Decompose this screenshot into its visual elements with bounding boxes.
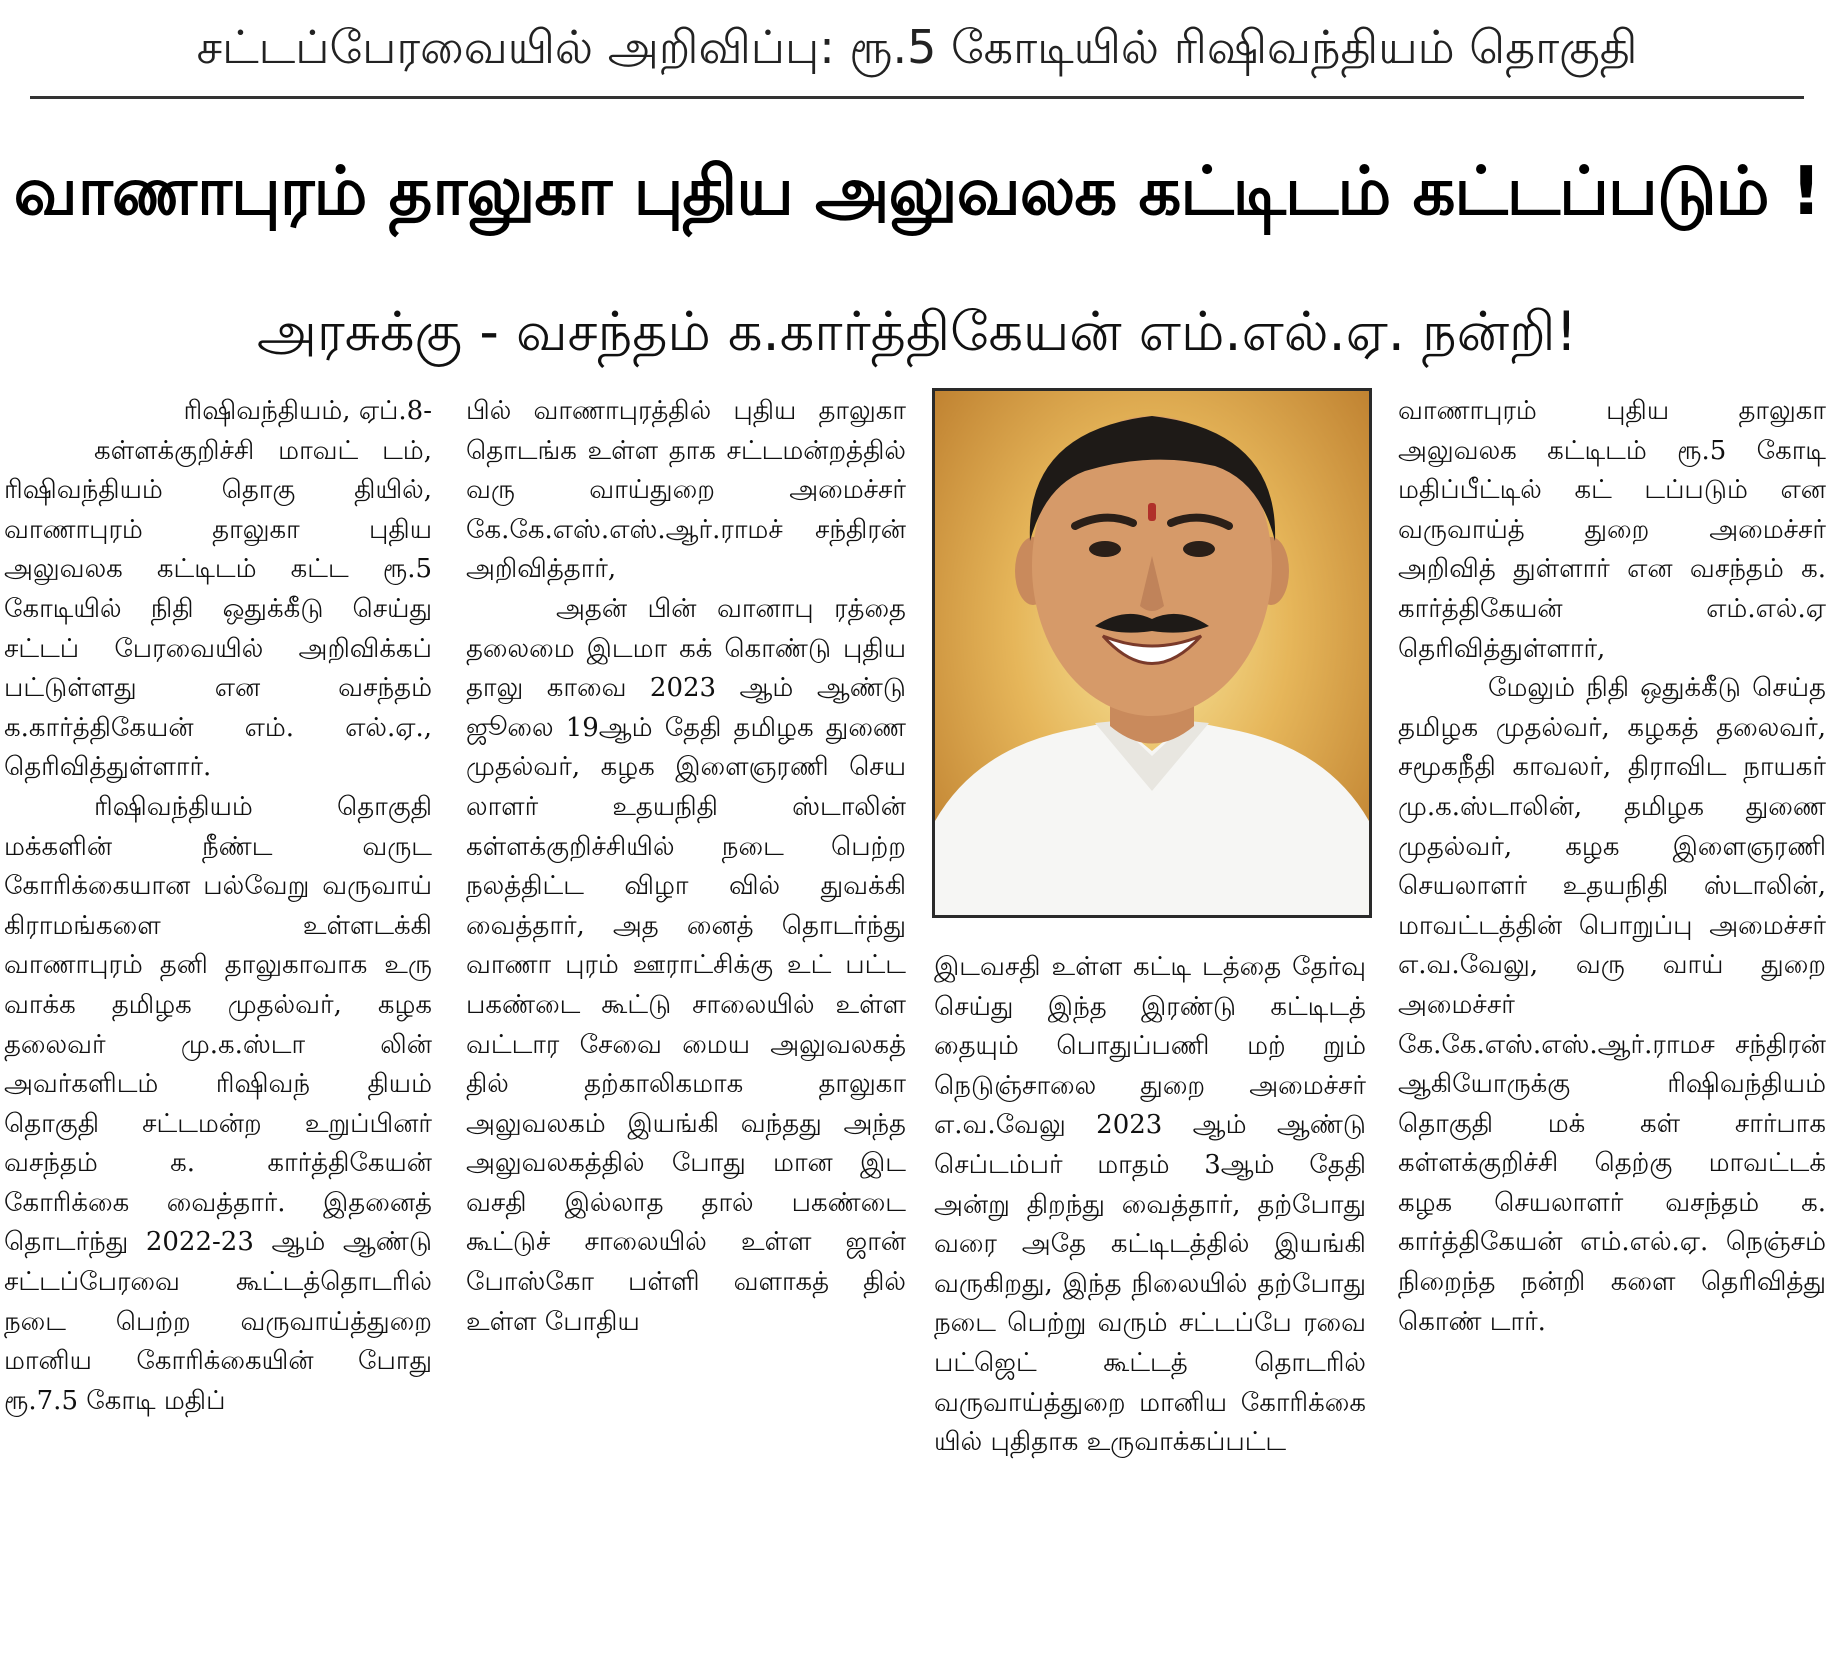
paragraph: மேலும் நிதி ஒதுக்கீடு செய்த தமிழக முதல்வர், கழகத் தலைவர், சமூகநீதி காவலர், திராவிட நாயகர் மு.க.ஸ்டாலின், தமிழக துணை முதல்வர், கழக இளைஞரணி செயலாளர் உதயநிதி ஸ்டாலின், மாவட்டத்தின் பொறுப்பு அமைச்சர் எ.வ.வேலு, வரு வாய் துறை அமைச்சர் கே.கே.எஸ்.எஸ்.ஆர்.ராமச சந்திரன் ஆகியோருக்கு ரிஷிவந்தியம் தொகுதி மக் கள் சார்பாக கள்ளக்குறிச்சி தெற்கு மாவட்டக் கழக செயலாளர் வசந்தம் க. கார்த்திகேயன் எம்.எல்.ஏ. நெஞ்சம் நிறைந்த நன்றி களை தெரிவித்து கொண் டார்.: [1398, 673, 1826, 1337]
paragraph: இடவசதி உள்ள கட்டி டத்தை தேர்வு செய்து இந்த இரண்டு கட்டிடத் தையும் பொதுப்பணி மற் றும் நெடுஞ்சாலை துறை அமைச்சர் எ.வ.வேலு 2023 ஆம் ஆண்டு செப்டம்பர் மாதம் 3ஆம் தேதி அன்று திறந்து வைத்தார், தற்போது வரை அதே கட்டிடத்தில் இயங்கி வருகிறது, இந்த நிலையில் தற்போது நடை பெற்று வரும் சட்டப்பே ரவை பட்ஜெட் கூட்டத் தொடரில் வருவாய்த்துறை மானிய கோரிக்கை யில் புதிதாக உருவாக்கப்பட்ட: [934, 952, 1366, 1458]
paragraph: வாணாபுரம் புதிய தாலுகா அலுவலக கட்டிடம் ரூ.5 கோடி மதிப்பீட்டில் கட் டப்படும் என வருவாய்த் துறை அமைச்சர் அறிவித் துள்ளார் என வசந்தம் க. கார்த்திகேயன் எம்.எல்.ஏ தெரிவித்துள்ளார்,: [1398, 396, 1826, 664]
article-headline: வாணாபுரம் தாலுகா புதிய அலுவலக கட்டிடம் கட்டப்படும் !: [13, 151, 1821, 230]
portrait-photo-icon: [935, 391, 1369, 915]
kicker-divider: [30, 96, 1804, 99]
article-column-3: [934, 948, 1366, 1662]
portrait-photo: [932, 388, 1372, 918]
paragraph: அதன் பின் வானாபு ரத்தை தலைமை இடமா கக் கொண்டு புதிய தாலு காவை 2023 ஆம் ஆண்டு ஜூலை 19ஆம் தேதி தமிழக துணை முதல்வர், கழக இளைஞரணி செய லாளர் உதயநிதி ஸ்டாலின் கள்ளக்குறிச்சியில் நடை பெற்ற நலத்திட்ட விழா வில் துவக்கி வைத்தார், அத னைத் தொடர்ந்து வாணா புரம் ஊராட்சிக்கு உட் பட்ட பகண்டை கூட்டு சாலையில் உள்ள வட்டார சேவை மைய அலுவலகத் தில் தற்காலிகமாக தாலுகா அலுவலகம் இயங்கி வந்தது அந்த அலுவலகத்தில் போது மான இட வசதி இல்லாத தால் பகண்டை கூட்டுச் சாலையில் உள்ள ஜான் போஸ்கோ பள்ளி வளாகத் தில் உள்ள போதிய: [466, 593, 906, 1337]
paragraph: கள்ளக்குறிச்சி மாவட் டம், ரிஷிவந்தியம் தொகு தியில், வாணாபுரம் தாலுகா புதிய அலுவலக கட்டிடம் கட்ட ரூ.5 கோடியில் நிதி ஒதுக்கீடு செய்து சட்டப் பேரவையில் அறிவிக்கப் பட்டுள்ளது என வசந்தம் க.கார்த்திகேயன் எம். எல்.ஏ., தெரிவித்துள்ளார்.: [4, 435, 432, 783]
paragraph: ரிஷிவந்தியம் தொகுதி மக்களின் நீண்ட வருட கோரிக்கையான பல்வேறு வருவாய் கிராமங்களை உள்ளடக்கி வாணாபுரம் தனி தாலுகாவாக உரு வாக்க தமிழக முதல்வர், கழக தலைவர் மு.க.ஸ்டா லின் அவர்களிடம் ரிஷிவந் தியம் தொகுதி சட்டமன்ற உறுப்பினர் வசந்தம் க. கார்த்திகேயன் கோரிக்கை வைத்தார். இதனைத் தொடர்ந்து 2022-23 ஆம் ஆண்டு சட்டப்பேரவை கூட்டத்தொடரில் நடை பெற்ற வருவாய்த்துறை மானிய கோரிக்கையின் போது ரூ.7.5 கோடி மதிப்: [4, 791, 432, 1416]
article-column-1: [4, 392, 432, 1662]
article-column-4: [1398, 392, 1826, 1662]
article-column-2: [466, 392, 906, 1662]
article-subheadline: அரசுக்கு - வசந்தம் க.கார்த்திகேயன் எம்.எல்.ஏ. நன்றி!: [256, 299, 1578, 363]
paragraph: பில் வாணாபுரத்தில் புதிய தாலுகா தொடங்க உள்ள தாக சட்டமன்றத்தில் வரு வாய்துறை அமைச்சர் கே.கே.எஸ்.எஸ்.ஆர்.ராமச் சந்திரன் அறிவித்தார்,: [466, 396, 906, 585]
dateline: ரிஷிவந்தியம், ஏப்.8-: [183, 396, 432, 426]
article-kicker: சட்டப்பேரவையில் அறிவிப்பு: ரூ.5 கோடியில் ரிஷிவந்தியம் தொகுதி: [196, 19, 1638, 74]
